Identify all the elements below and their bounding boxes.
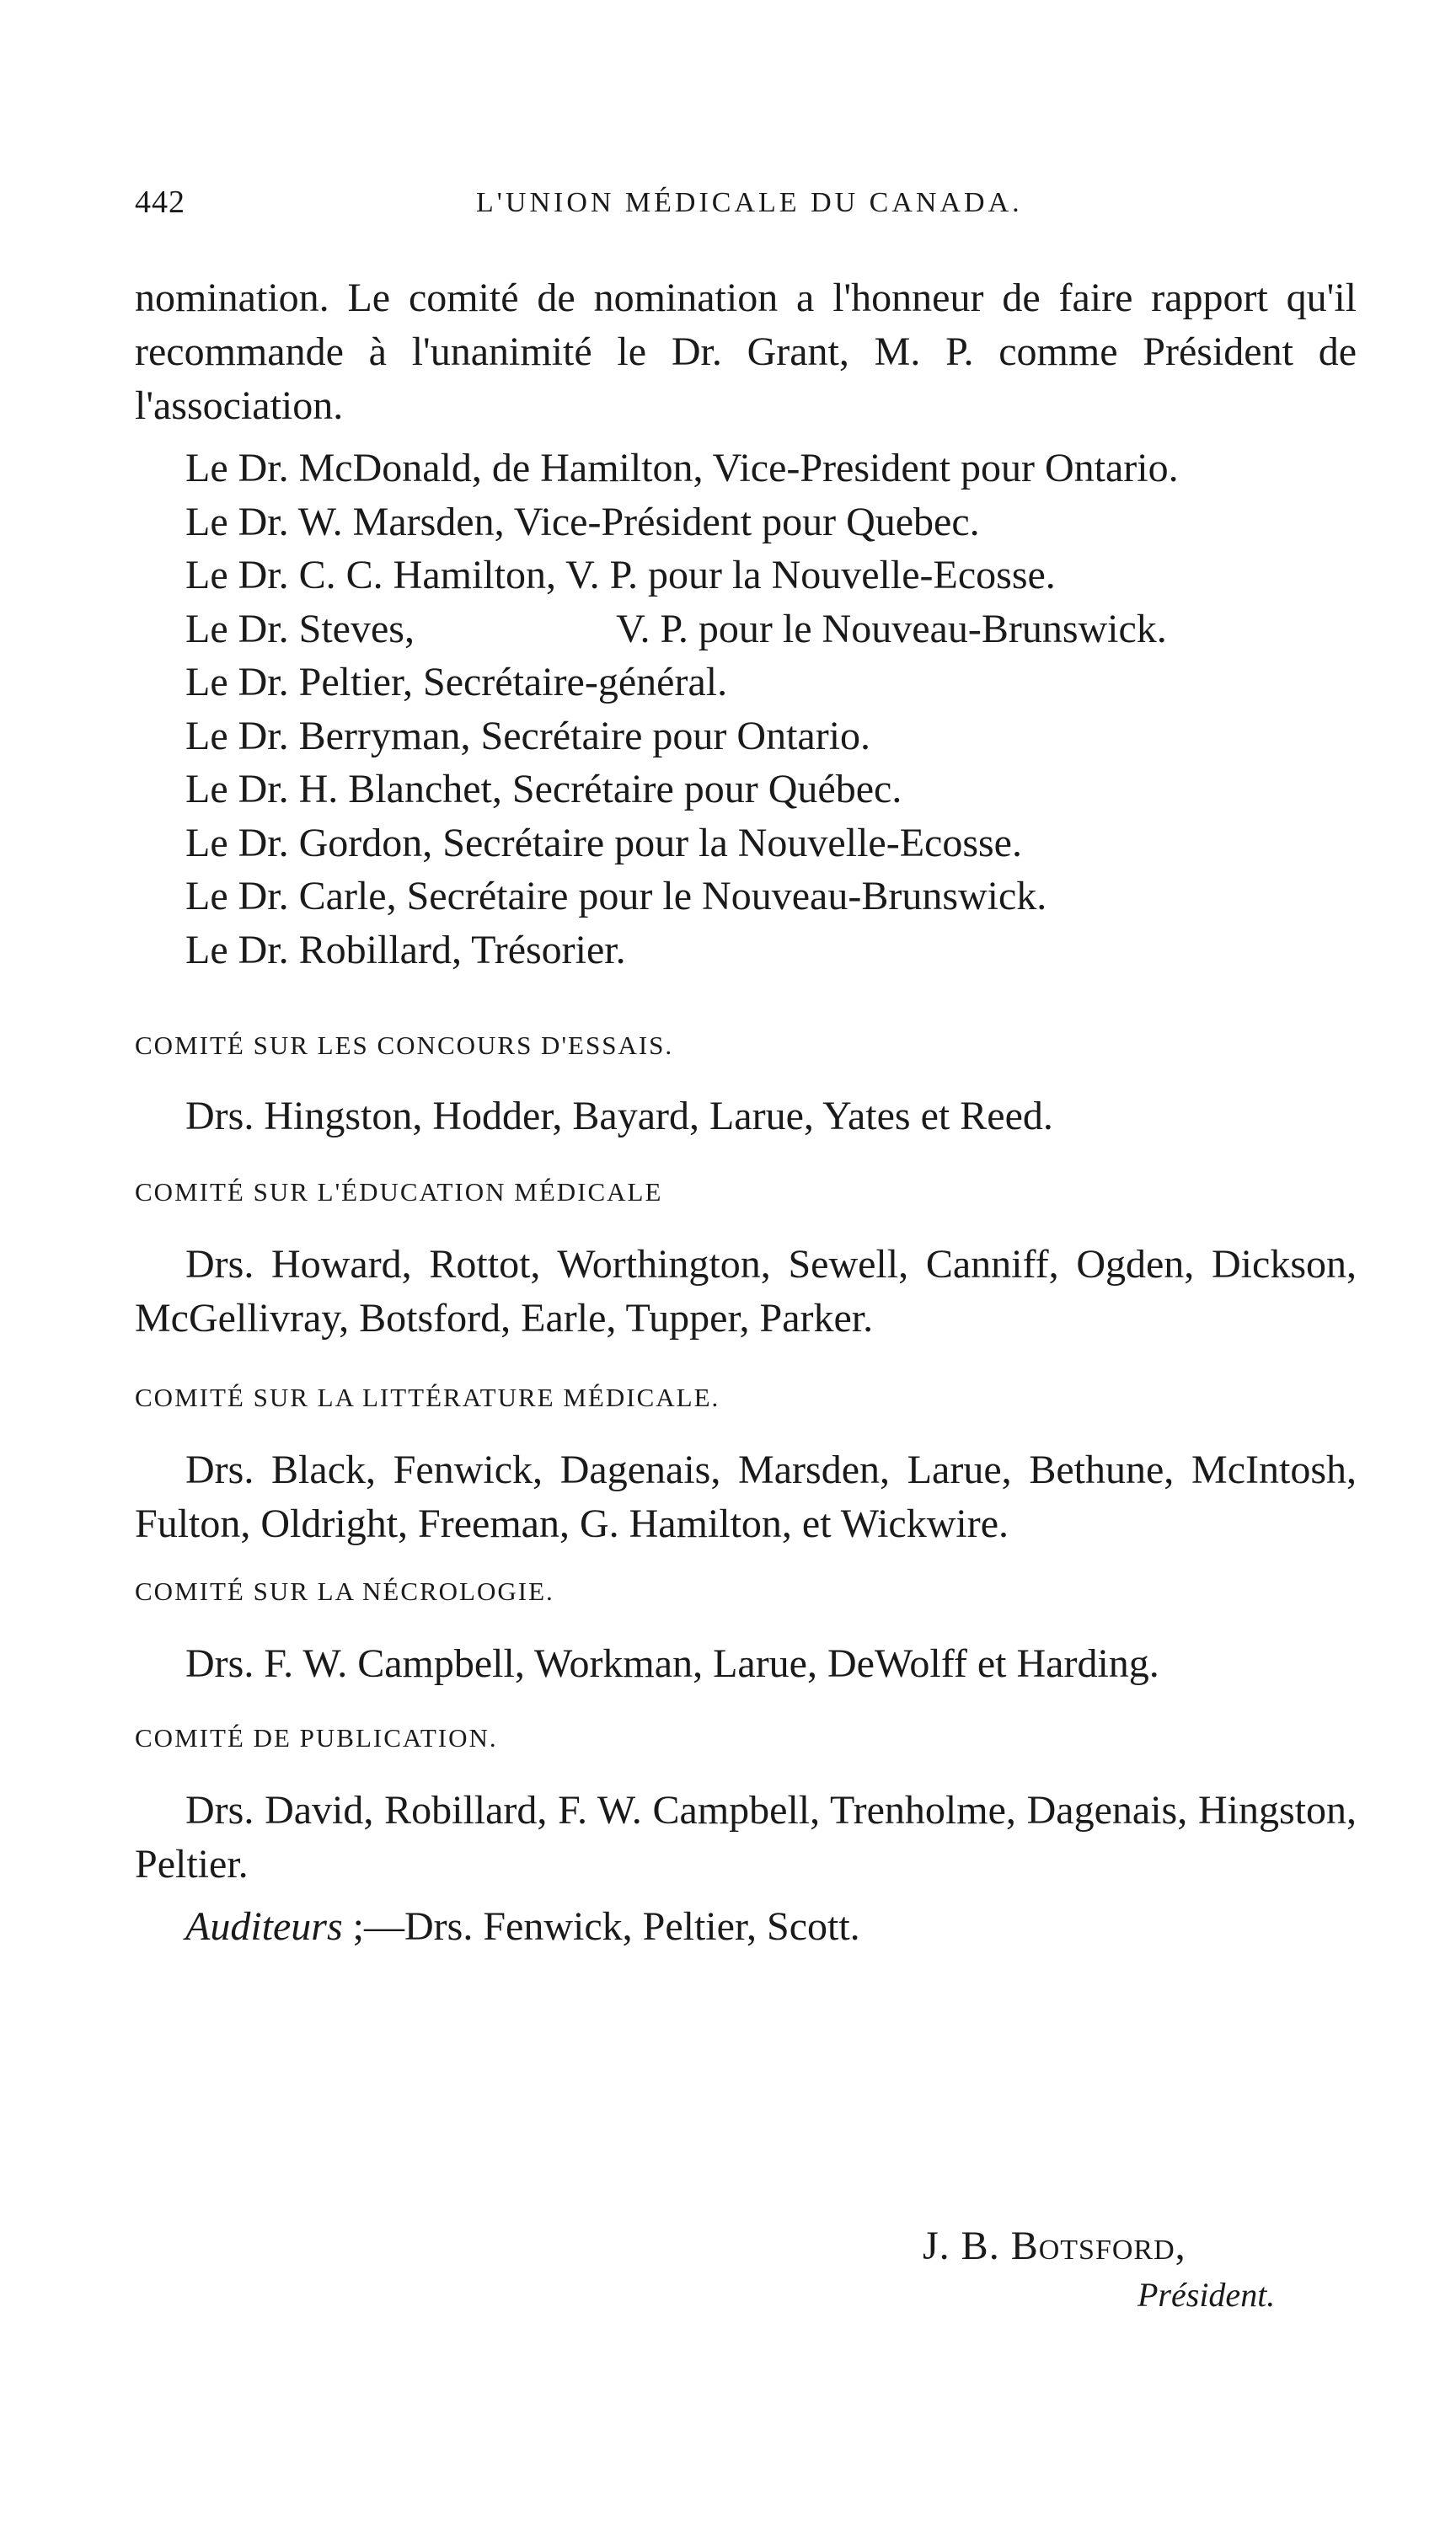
officer-entry: Le Dr. H. Blanchet, Secrétaire pour Québec.	[185, 767, 902, 811]
officer-entry: Le Dr. Berryman, Secrétaire pour Ontario.	[185, 713, 871, 758]
committee-members: Drs. Hingston, Hodder, Bayard, Larue, Yates et Reed.	[185, 1094, 1053, 1138]
officer-entry: Le Dr. Gordon, Secrétaire pour la Nouvelle-Ecosse.	[185, 820, 1022, 865]
committee-necrology	[135, 1565, 1357, 1691]
page-body	[135, 271, 1357, 1954]
committee-members: Drs. Black, Fenwick, Dagenais, Marsden, Larue, Bethune, McIntosh, Fulton, Oldright, Freeman, G. Hamilton, et Wickwire.	[135, 1448, 1357, 1546]
committee-members: Drs. F. W. Campbell, Workman, Larue, DeWolff et Harding.	[185, 1641, 1159, 1686]
signature-title: Président.	[1138, 2276, 1276, 2314]
auditors-label: Auditeurs	[185, 1904, 343, 1949]
running-title: L'UNION MÉDICALE DU CANADA.	[476, 187, 1023, 218]
officer-entry: Le Dr. McDonald, de Hamilton, Vice-President pour Ontario.	[185, 446, 1179, 490]
auditors-names: ;—Drs. Fenwick, Peltier, Scott.	[342, 1904, 860, 1949]
signature-initials: J. B.	[923, 2224, 1011, 2268]
officer-entry: Le Dr. C. C. Hamilton, V. P. pour la Nouvelle-Ecosse.	[185, 553, 1056, 597]
signature-surname: Botsford,	[1010, 2224, 1186, 2268]
committee-education	[135, 1165, 1357, 1346]
officer-entry: Le Dr. W. Marsden, Vice-Président pour Quebec.	[185, 499, 980, 544]
officer-entry: Le Dr. Robillard, Trésorier.	[185, 927, 626, 972]
officer-entry: Le Dr. Carle, Secrétaire pour le Nouveau-Brunswick.	[185, 874, 1047, 918]
officers-list	[135, 442, 1357, 977]
committee-heading: COMITÉ SUR LES CONCOURS D'ESSAIS.	[135, 1030, 674, 1060]
committee-members: Drs. Howard, Rottot, Worthington, Sewell, Canniff, Ogden, Dickson, McGellivray, Botsford, Earle, Tupper, Parker.	[135, 1242, 1357, 1341]
officer-entry: Le Dr. Steves, V. P. pour le Nouveau-Brunswick.	[185, 606, 1167, 651]
intro-paragraph: nomination. Le comité de nomination a l'honneur de faire rapport qu'il recommande à l'unanimité le Dr. Grant, M. P. comme Président de l'association.	[135, 276, 1357, 428]
page-number: 442	[135, 185, 185, 220]
committee-heading: COMITÉ DE PUBLICATION.	[135, 1723, 498, 1753]
committee-essays	[135, 1019, 1357, 1143]
committee-members: Drs. David, Robillard, F. W. Campbell, Trenholme, Dagenais, Hingston, Peltier.	[135, 1788, 1357, 1887]
officer-entry: Le Dr. Peltier, Secrétaire-général.	[185, 660, 728, 704]
committee-literature	[135, 1371, 1357, 1551]
committee-publication	[135, 1711, 1357, 1892]
committee-heading: COMITÉ SUR L'ÉDUCATION MÉDICALE	[135, 1177, 663, 1207]
auditors-line	[135, 1900, 1357, 1954]
committee-heading: COMITÉ SUR LA NÉCROLOGIE.	[135, 1576, 554, 1606]
signature-name	[923, 2223, 1186, 2269]
committee-heading: COMITÉ SUR LA LITTÉRATURE MÉDICALE.	[135, 1383, 720, 1412]
